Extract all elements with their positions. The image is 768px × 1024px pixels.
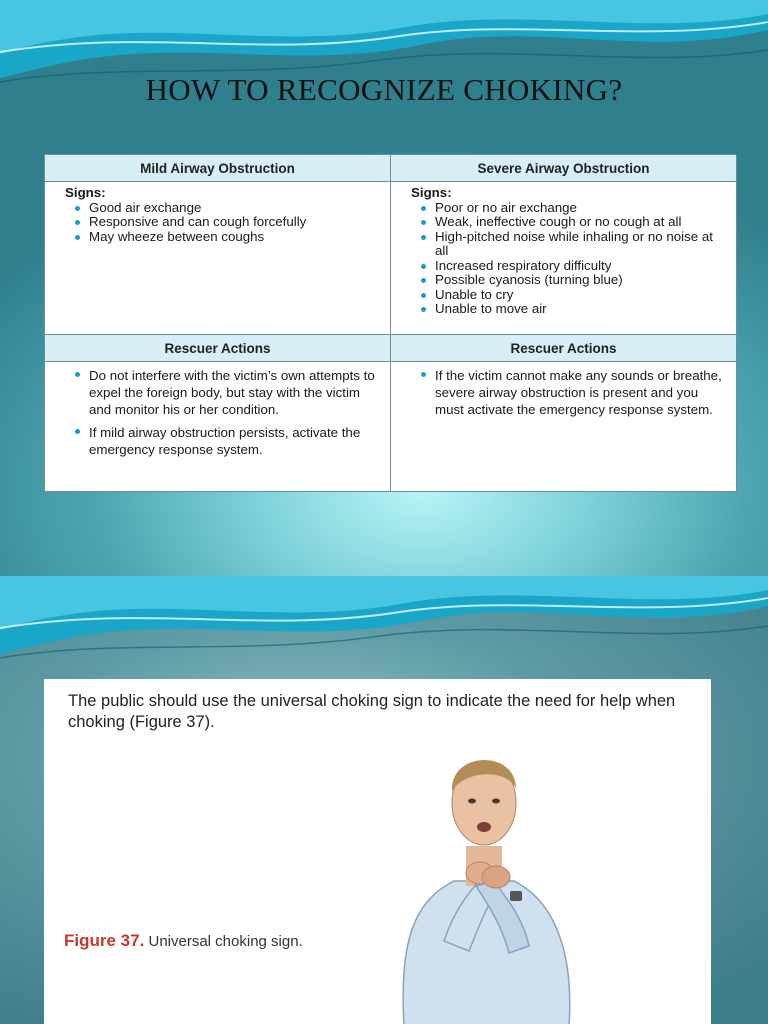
- severe-signs-list: [413, 201, 728, 317]
- figure-panel: [44, 679, 711, 1024]
- mild-header: Mild Airway Obstruction: [45, 155, 391, 182]
- severe-sign-item: Unable to move air: [435, 302, 728, 317]
- severe-sign-item: High-pitched noise while inhaling or no noise at all: [435, 230, 728, 259]
- severe-rescuer-header: Rescuer Actions: [391, 335, 737, 362]
- severe-header: Severe Airway Obstruction: [391, 155, 737, 182]
- severe-sign-item: Possible cyanosis (turning blue): [435, 273, 728, 288]
- mild-sign-item: Good air exchange: [89, 201, 382, 216]
- severe-sign-item: Poor or no air exchange: [435, 201, 728, 216]
- figure-text: The public should use the universal choking sign to indicate the need for help when choking (Figure 37).: [68, 692, 676, 731]
- severe-signs-cell: [391, 182, 737, 335]
- figure-caption: [64, 931, 303, 951]
- signs-label: Signs:: [65, 185, 106, 200]
- mild-actions-cell: [45, 362, 391, 492]
- severe-sign-item: Weak, ineffective cough or no cough at all: [435, 215, 728, 230]
- mild-actions-list: [67, 367, 382, 458]
- mild-signs-list: [67, 201, 382, 245]
- mild-action-item: Do not interfere with the victim’s own attempts to expel the foreign body, but stay with the victim and monitor his or her condition.: [89, 367, 382, 418]
- page-title: HOW TO RECOGNIZE CHOKING?: [145, 72, 623, 107]
- severe-actions-cell: [391, 362, 737, 492]
- severe-sign-item: Unable to cry: [435, 288, 728, 303]
- choking-person-illustration: [384, 741, 584, 1024]
- severe-sign-item: Increased respiratory difficulty: [435, 259, 728, 274]
- mild-rescuer-header: Rescuer Actions: [45, 335, 391, 362]
- mild-sign-item: May wheeze between coughs: [89, 230, 382, 245]
- wave-decoration: [0, 576, 768, 666]
- severe-action-item: If the victim cannot make any sounds or breathe, severe airway obstruction is present and you must activate the emergency response system.: [435, 367, 728, 418]
- figure-label: Figure 37.: [64, 931, 145, 950]
- severe-actions-list: [413, 367, 728, 418]
- obstruction-table: [44, 154, 737, 492]
- mild-signs-cell: [45, 182, 391, 335]
- signs-label: Signs:: [411, 185, 452, 200]
- figure-caption-text: Universal choking sign.: [148, 933, 303, 950]
- mild-action-item: If mild airway obstruction persists, activate the emergency response system.: [89, 424, 382, 458]
- mild-sign-item: Responsive and can cough forcefully: [89, 215, 382, 230]
